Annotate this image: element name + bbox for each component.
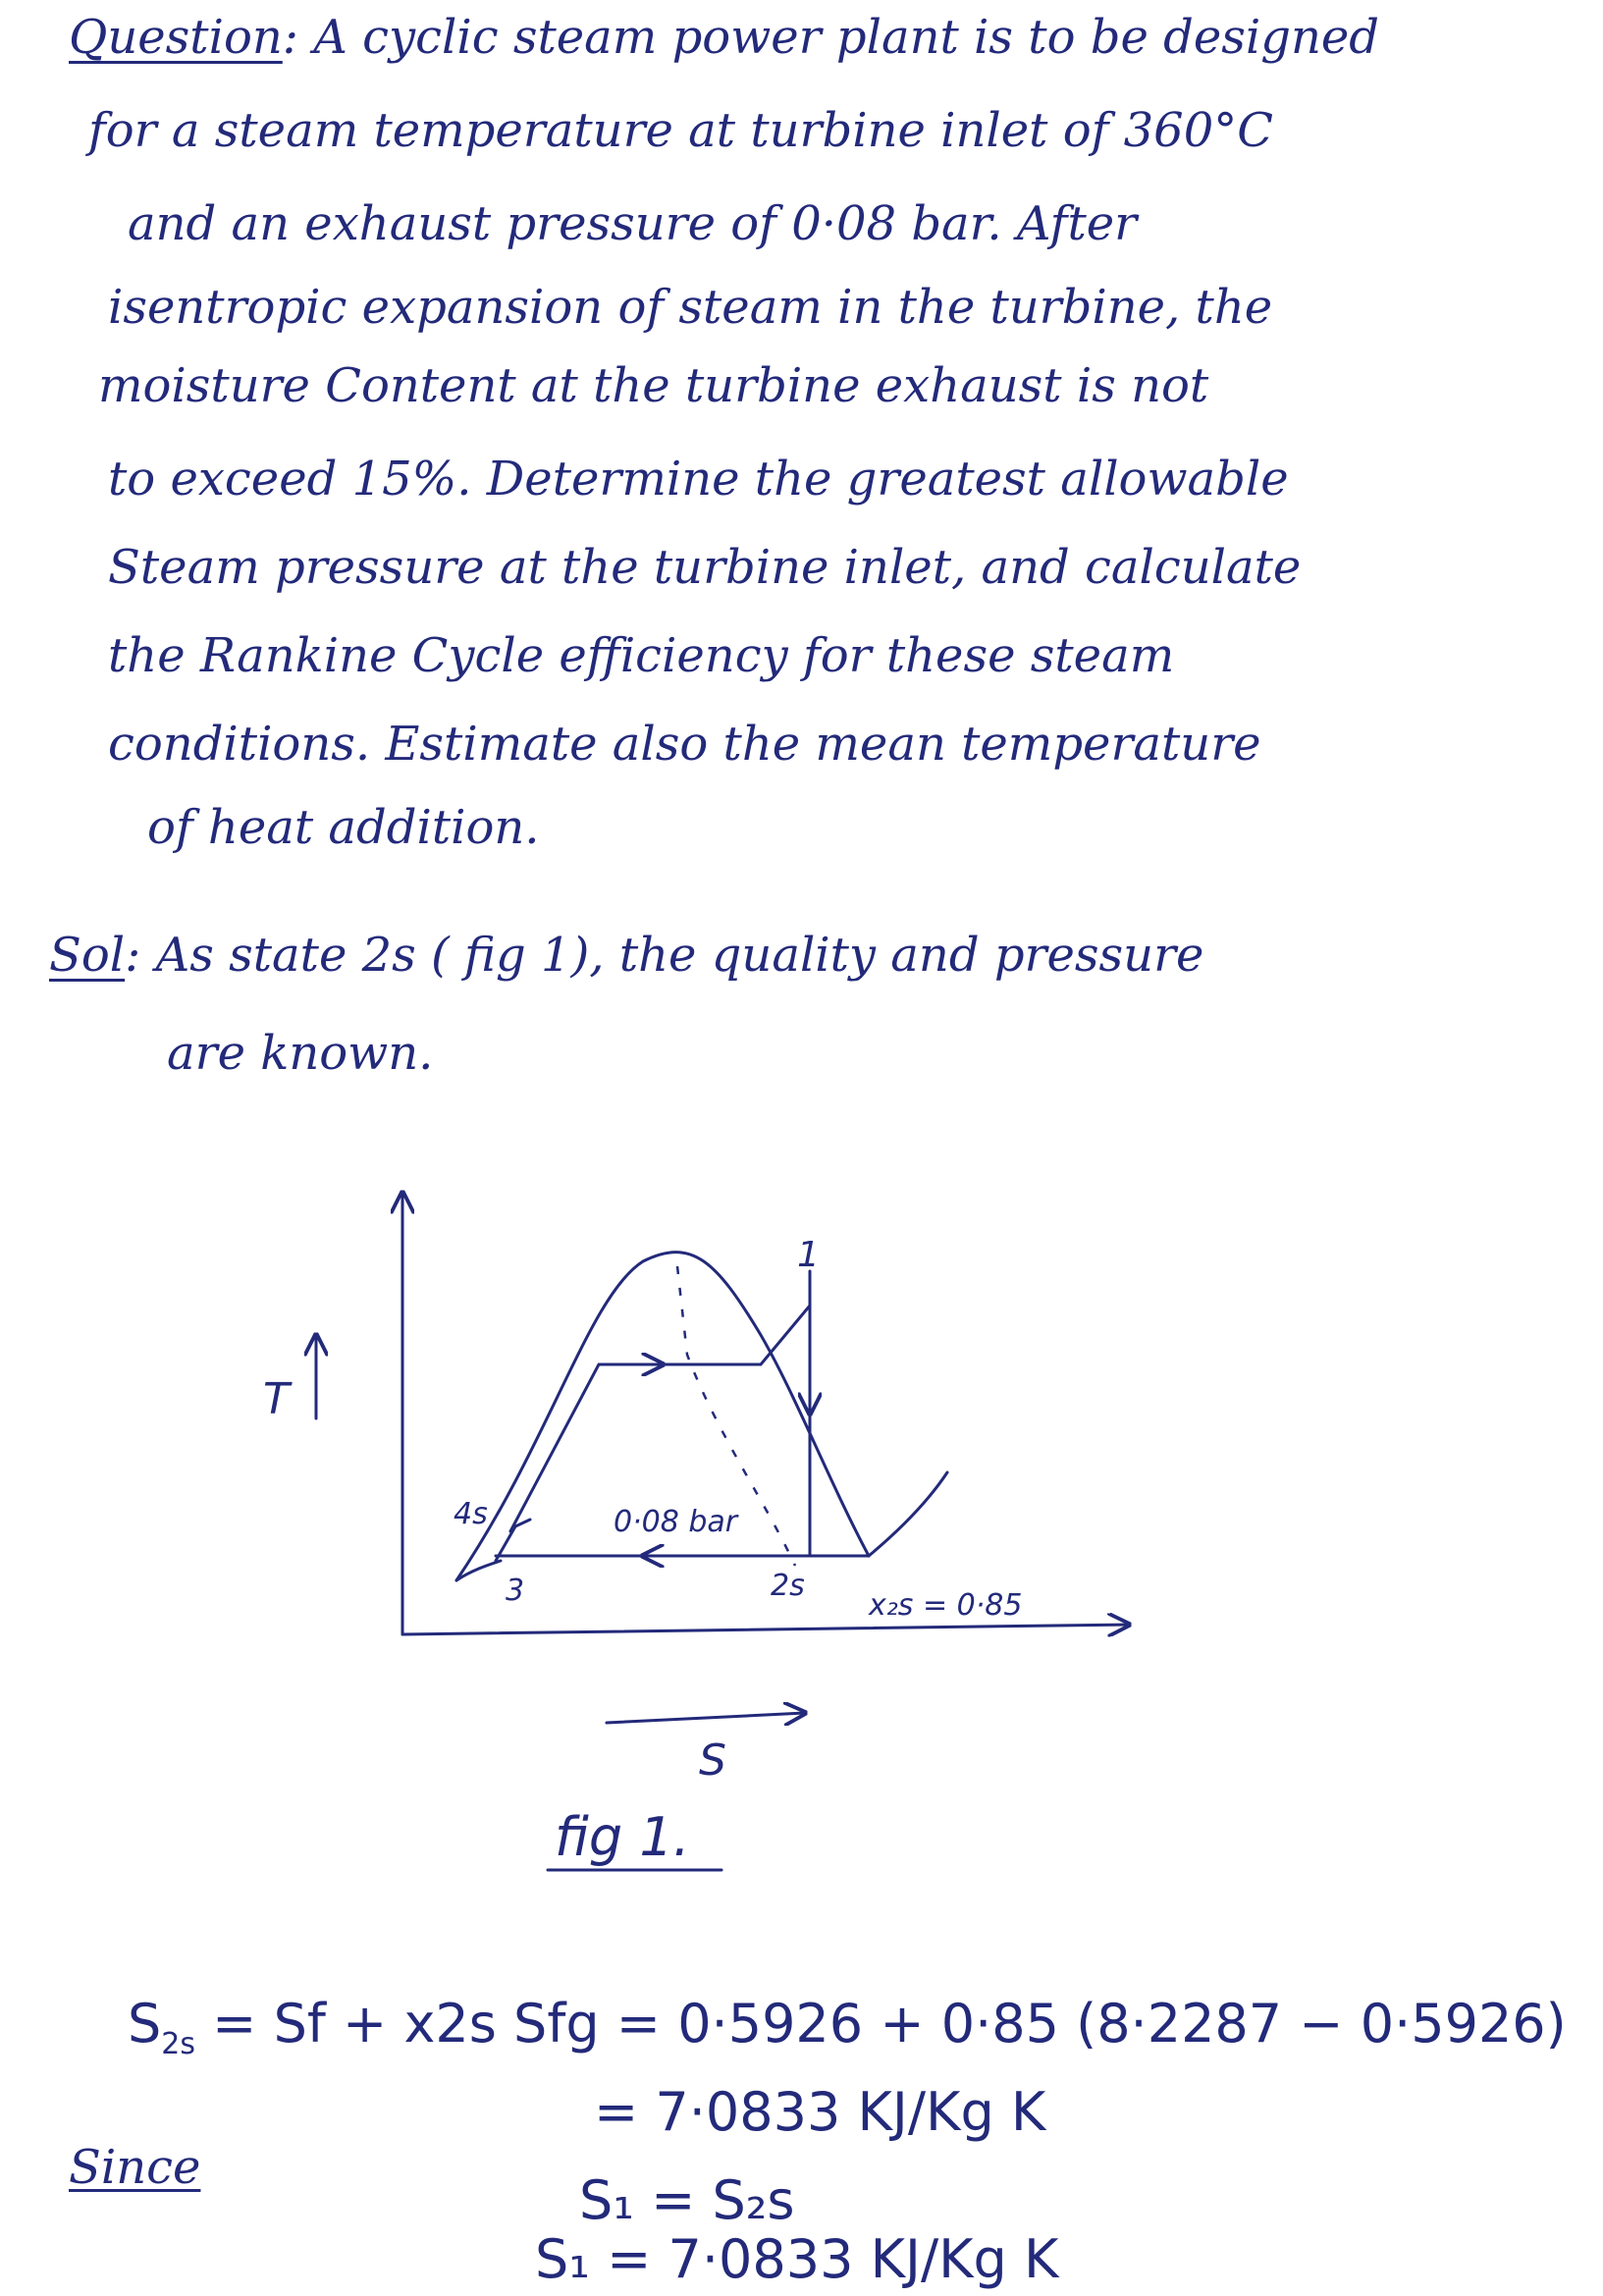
s-axis	[402, 1625, 1129, 1634]
point-label-2s: 2s	[771, 1569, 805, 1603]
question-label: Question	[69, 10, 283, 65]
s2s-lhs: S	[128, 1993, 162, 2055]
since-label: Since	[69, 2140, 201, 2195]
pressure-label: 0·08 bar	[614, 1505, 738, 1539]
question-line-9: conditions. Estimate also the mean temperature	[108, 717, 1261, 772]
question-line-4: isentropic expansion of steam in the turbine, the	[108, 280, 1273, 335]
point-label-3: 3	[506, 1574, 525, 1608]
quality-label: x₂s = 0·85	[869, 1588, 1023, 1623]
figure-caption: fig 1.	[555, 1806, 690, 1868]
question-line-3: and an exhaust pressure of 0·08 bar. After	[128, 196, 1138, 251]
solution-line-1: Sol: As state 2s ( fig 1), the quality and pressure	[49, 928, 1204, 983]
question-line-6: to exceed 15%. Determine the greatest allowable	[108, 452, 1289, 507]
question-line-10: of heat addition.	[147, 800, 540, 855]
constant-pressure-line	[869, 1472, 947, 1556]
point-label-4s: 4s	[454, 1497, 488, 1531]
axis-label-t: T	[263, 1374, 290, 1424]
solution-line-2: are known.	[167, 1026, 434, 1081]
equation-s1-eq: S₁ = S₂s	[579, 2169, 795, 2231]
s-label-arrow	[607, 1713, 805, 1723]
question-line-8: the Rankine Cycle efficiency for these steam	[108, 628, 1175, 683]
equation-s1-value: S₁ = 7·0833 KJ/Kg K	[535, 2228, 1059, 2290]
s2s-rhs: = Sf + x2s Sfg = 0·5926 + 0·85 (8·2287 − 0·5926)	[212, 1993, 1567, 2055]
solution-label: Sol	[49, 928, 126, 983]
equation-s2s-result: = 7·0833 KJ/Kg K	[594, 2081, 1046, 2143]
s2s-lhs-subscript: 2s	[161, 2026, 195, 2061]
question-line-5: moisture Content at the turbine exhaust is not	[98, 358, 1209, 413]
point-label-1: 1	[797, 1235, 820, 1275]
equation-s2s	[128, 1993, 1567, 2061]
axis-label-s: S	[699, 1735, 726, 1786]
question-line-7: Steam pressure at the turbine inlet, and calculate	[108, 540, 1302, 595]
question-line-2: for a steam temperature at turbine inlet of 360°C	[88, 103, 1273, 158]
question-line-1: Question: A cyclic steam power plant is to be designed	[69, 10, 1380, 65]
